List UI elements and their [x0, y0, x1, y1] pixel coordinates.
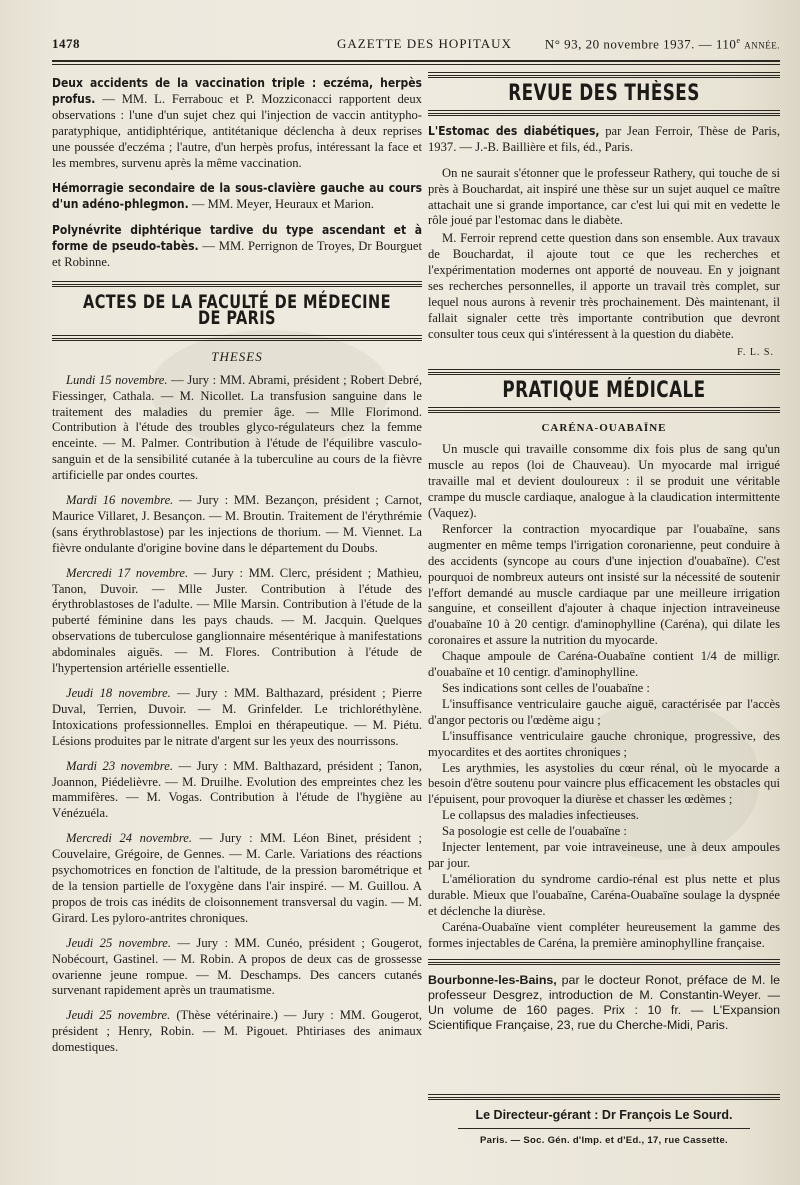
- section-title-actes: ACTES DE LA FACULTÉ DE MÉDECINE DE PARIS: [83, 290, 391, 329]
- pratique-subhead: CARÉNA-OUABAÏNE: [541, 421, 667, 434]
- page-header: [52, 36, 780, 56]
- book-notice-title: Bourbonne-les-Bains,: [428, 973, 557, 988]
- these-entry: [52, 493, 422, 557]
- these-text: — Jury : MM. Bezançon, président ; Carnot, Maurice Villaret, J. Besançon. — M. Broutin. Traitement de l'érythrémie (sans érythroblastose) par les injections de thorium. — M. Viennet. La fièvre ondulante d'origine bovine dans le département du Doubs.: [52, 493, 423, 555]
- these-text: — Jury : MM. Léon Binet, président ; Couvelaire, Grégoire, de Gennes. — M. Carle. Variations des réactions psychomotrices en fonction de l'altitude, de la pression barométrique et de la tension partielle de l'oxygène dans l'air inspiré. — M. Guillou. A propos de trois cas inédits de cloisonnement transversal du vagin. — M. Girard. Les pyloro-antrites chroniques.: [52, 831, 423, 925]
- pratique-paragraph: Caréna-Ouabaïne vient compléter heureusement la gamme des formes injectables de Caréna, la première aminophylline française.: [428, 919, 780, 950]
- theses-list: [52, 373, 422, 1056]
- pratique-paragraph: Chaque ampoule de Caréna-Ouabaïne contient 1/4 de milligr. d'ouabaïne et 10 centigr. d'aminophylline.: [428, 649, 780, 680]
- these-text: — Jury : MM. Abrami, président ; Robert Debré, Fiessinger, Cathala. — M. Nicollet. La transfusion sanguine dans le traitement des maladies du premier âge. — Mlle Florimond. Contribution à l'étude des troubles glyco-régulateurs chez la femme enceinte. — M. Palmer. Contribution à l'étude de l'équilibre vasculo-sanguin et de la sensibilité cutanée à la tuberculine au cours de la fièvre artificielle par ondes courtes.: [52, 372, 422, 483]
- article-body: rapportent deux observations : l'une d'un sujet chez qui l'injection de vaccin antitypho-paratyphique, antidiphtérique, antitétanique déclencha à deux reprises une poussée d'eczéma ; l'autre, d'un herpès profus, intéressant la face et les membres, survenu après la même vaccination.: [52, 91, 422, 170]
- issue-sup: e: [736, 36, 741, 45]
- revue-entry-title: L'Estomac des diabétiques,: [428, 123, 600, 138]
- pratique-paragraph: Renforcer la contraction myocardique par l'ouabaïne, sans augmenter en même temps l'irrigation coronarienne, peut conduire à des accidents (syncope au cours d'une injection d'ouabaïne). C'est pourquoi de nombreux auteurs ont insisté sur la nécessité de soutenir l'effort demandé au muscle cardiaque par une meilleure irrigation sanguine, et conseillent d'ajouter à chaque injection intraveineuse d'ouabaïne 10 à 20 centigr. d'aminophylline (Caréna), qui dilate les coronaires et assure la nutrition du myocarde.: [428, 521, 780, 648]
- printer-line: Paris. — Soc. Gén. d'Imp. et d'Ed., 17, rue Cassette.: [480, 1135, 728, 1146]
- article-polynevrite: [52, 223, 422, 271]
- these-entry: [52, 831, 422, 926]
- section-rule: [428, 407, 780, 413]
- these-entry: [52, 566, 422, 677]
- journal-title: GAZETTE DES HOPITAUX: [337, 36, 512, 51]
- pratique-paragraph: Sa posologie est celle de l'ouabaïne :: [442, 824, 627, 839]
- pratique-paragraphs: [428, 442, 780, 951]
- article-title: Hémorragie secondaire de la sous-clavière gauche au cours d'un adéno-phlegmon.: [52, 181, 422, 212]
- revue-signature: F. L. S.: [737, 346, 774, 358]
- article-authors: — MM. L. Ferrabouc et P. Mozziconacci: [102, 91, 332, 106]
- pratique-paragraph: Les arythmies, les asystolies du cœur rénal, où le myocarde a besoin d'être soutenu pour vaincre plus efficacement les obstacles qui l'épuisent, pour provoquer la diurèse et chasser les œdèmes ;: [428, 760, 780, 807]
- book-notice-text: par le docteur Ronot, préface de M. le professeur Desgrez, introduction de M. Constantin-Weyer. — Un volume de 160 pages. Prix : 10 fr. — L'Expansion Scientifique Française, 23, rue du Cherche-Midi, Paris.: [428, 973, 780, 1033]
- section-title-pratique: PRATIQUE MÉDICALE: [502, 377, 706, 403]
- section-title-revue: REVUE DES THÈSES: [508, 81, 700, 106]
- these-entry: [52, 1008, 422, 1056]
- these-entry: [52, 686, 422, 750]
- pratique-paragraph: Un muscle qui travaille consomme dix fois plus de sang qu'un muscle au repos (loi de Chauveau). Un myocarde mal irrigué travaille mal et devient douloureux : il se produit une véritable crampe du muscle cardiaque, analogue à la claudication intermittente (Vaquez).: [428, 442, 780, 521]
- section-rule: [428, 369, 780, 375]
- pratique-paragraph: Le collapsus des maladies infectieuses.: [442, 808, 639, 823]
- these-day: Mardi 16 novembre.: [66, 493, 174, 508]
- section-rule: [52, 281, 422, 287]
- these-entry: [52, 936, 422, 1000]
- page-number: 1478: [52, 36, 80, 51]
- page-footer: [428, 1094, 780, 1146]
- these-day: Mercredi 24 novembre.: [66, 831, 193, 846]
- section-rule: [428, 959, 780, 965]
- these-day: Jeudi 25 novembre.: [66, 935, 172, 950]
- theses-label: THESES: [211, 348, 263, 364]
- these-day: Lundi 15 novembre.: [66, 372, 168, 387]
- pratique-paragraph: L'insuffisance ventriculaire gauche chronique, progressive, des myocardites et des aortites chroniques ;: [428, 728, 780, 759]
- pratique-paragraph: L'amélioration du syndrome cardio-rénal est plus nette et plus durable. Mieux que l'ouabaïne, Caréna-Ouabaïne soulage la dyspnée et déclenche la diurèse.: [428, 871, 780, 918]
- article-vaccination: [52, 76, 422, 171]
- these-entry: [52, 373, 422, 484]
- footer-rule: [428, 1094, 780, 1100]
- revue-paragraph: On ne saurait s'étonner que le professeur Rathery, qui touche de si près à Bouchardat, ait inspiré une thèse sur un sujet auquel ce maître attachait une si grande importance, car c'est lui qui mit en vedette le rôle joué par l'estomac dans le diabète.: [428, 165, 780, 228]
- these-day: Mercredi 17 novembre.: [66, 565, 189, 580]
- article-title: Deux accidents de la vaccination triple : eczéma, herpès profus.: [52, 76, 422, 106]
- article-title: Polynévrite diphtérique tardive du type ascendant et à forme de pseudo-tabès.: [52, 223, 422, 254]
- these-text: — Jury : MM. Cunéo, président ; Gougerot, Nobécourt, Gastinel. — M. Robin. A propos de deux cas de grossesse ovarienne jeune rompue. — M. Deschamps. Des cancers cutanés survenant rapidement après un traumatisme.: [52, 935, 422, 998]
- these-day: Mardi 23 novembre.: [66, 758, 173, 773]
- these-day: Jeudi 25 novembre.: [66, 1008, 171, 1023]
- article-hemorragie: [52, 181, 422, 213]
- these-entry: [52, 759, 422, 823]
- right-column: [428, 72, 780, 1033]
- issue-tail: ANNÉE.: [744, 40, 780, 51]
- revue-paragraph: M. Ferroir reprend cette question dans son ensemble. Aux travaux de Bouchardat, il ajoute tout ce que les recherches et l'expérimentation modernes ont apporté de nouveau. En y joignant ses recherches personnelles, il apporte un travail très complet, sur lequel nous aurons à revenir très prochainement. Dès maintenant, il fallait signaler cette très importante contribution que devront consulter tous ceux qui s'intéressent à la question du diabète.: [428, 231, 780, 341]
- issue-text: N° 93, 20 novembre 1937. — 110: [544, 36, 737, 52]
- article-authors: — MM. Meyer, Heuraux et Marion.: [191, 197, 374, 212]
- section-rule: [428, 72, 780, 78]
- these-day: Jeudi 18 novembre.: [66, 686, 171, 700]
- book-notice: [428, 973, 780, 1033]
- header-rule: [52, 60, 780, 62]
- section-rule: [52, 335, 422, 341]
- footer-rule-thin: [458, 1128, 750, 1129]
- pratique-paragraph: Injecter lentement, par voie intraveineuse, une à deux ampoules par jour.: [428, 840, 780, 870]
- section-rule: [428, 110, 780, 116]
- issue-info: [545, 36, 780, 52]
- pratique-paragraph: L'insuffisance ventriculaire gauche aiguë, caractérisée par l'accès d'angor pectoris ou l'œdème aigu ;: [428, 696, 780, 727]
- these-text: (Thèse vétérinaire.) — Jury : MM. Gougerot, président ; Henry, Robin. — M. Pigouet. Phtiriases des animaux domestiques.: [52, 1008, 423, 1055]
- these-text: — Jury : MM. Balthazard, président ; Tanon, Joannon, Piédelièvre. — M. Druilhe. Evolution des empreintes chez les mammifères. — M. Vogas. Contribution à l'étude de l'hygiène au Vénézuéla.: [52, 758, 422, 821]
- these-text: — Jury : MM. Balthazard, président ; Pierre Duval, Terrien, Duvoir. — M. Grinfelder. Le trichloréthylène. Intoxications professionnelles. Emploi en thérapeutique. — M. Piétu. Lésions produites par le nitrate d'argent sur les yeux des nourrissons.: [52, 686, 422, 748]
- revue-entry: [428, 124, 780, 156]
- article-authors: — MM. Perrignon de Troyes, Dr Bourguet et Robinne.: [52, 239, 422, 270]
- left-column: [52, 72, 422, 1066]
- header-rule-thin: [52, 64, 780, 65]
- director-line: Le Directeur-gérant : Dr François Le Sourd.: [475, 1108, 733, 1122]
- these-text: — Jury : MM. Clerc, président ; Mathieu, Tanon, Duvoir. — Mlle Juster. Contribution à l'étude des érythroblastoses de l'adulte. — Mlle Marsin. Contribution à l'étude de la puberté féminine dans les pays chauds. — M. Jacquin. Quelques observations de tuberculose ganglionnaire mésentérique à manifestations abdominales aiguës. — M. Flores. Contribution à l'étude de l'hypertension artérielle essentielle.: [52, 565, 422, 676]
- pratique-paragraph: Ses indications sont celles de l'ouabaïne :: [442, 681, 650, 695]
- revue-entry-ref: par Jean Ferroir, Thèse de Paris, 1937. — J.-B. Baillière et fils, éd., Paris.: [428, 123, 780, 154]
